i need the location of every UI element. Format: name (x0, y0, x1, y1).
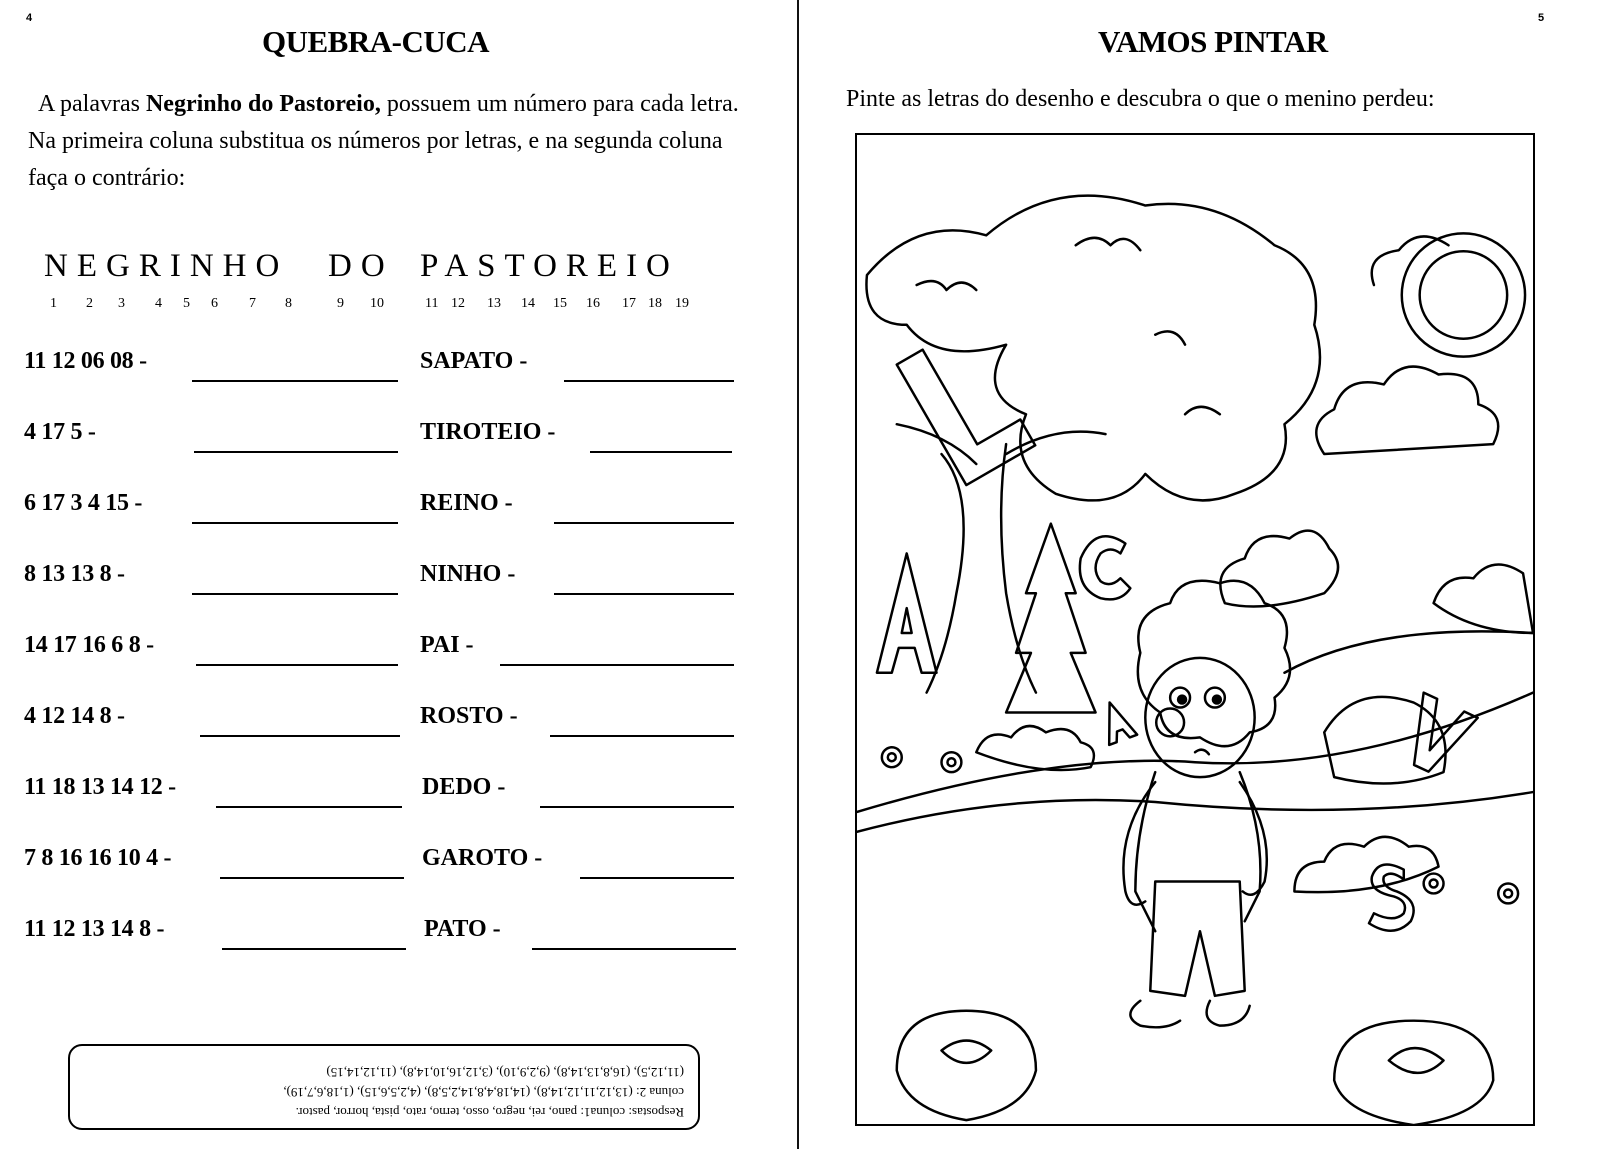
answer-blank-letters[interactable] (192, 380, 398, 382)
answer-blank-numbers[interactable] (554, 593, 734, 595)
exercise-row (24, 632, 764, 672)
letter-number: 16 (586, 296, 600, 311)
coloring-instruction: Pinte as letras do desenho e descubra o que o menino perdeu: (846, 86, 1435, 112)
left-page (0, 0, 790, 1149)
letter-number: 19 (675, 296, 689, 311)
number-code: 4 17 5 - (24, 419, 96, 445)
flower (1334, 1021, 1493, 1124)
exercise-row (24, 348, 764, 388)
cloud-icon (1316, 367, 1498, 454)
letter-number: 5 (183, 296, 190, 311)
boy-mouth (1195, 750, 1209, 755)
exercise-row (24, 419, 764, 459)
answer-blank-numbers[interactable] (550, 735, 734, 737)
word-to-encode: NINHO - (420, 561, 516, 587)
letter-number: 14 (521, 296, 535, 311)
letter-number: 18 (648, 296, 662, 311)
pine-tree (1006, 524, 1095, 713)
answers-line-1: Respostas: coluna1: pano, rei, negro, osso, terno, rato, pista, horror, pastor. (295, 1105, 684, 1120)
hidden-letter-l (897, 325, 1035, 485)
word-to-encode: TIROTEIO - (420, 419, 556, 445)
hidden-letter-a (877, 553, 937, 672)
number-code: 11 12 13 14 8 - (24, 916, 165, 942)
answer-blank-letters[interactable] (194, 451, 398, 453)
phrase-word-1: NEGRINHO (44, 248, 289, 284)
answer-blank-letters[interactable] (200, 735, 400, 737)
phrase-word-3: PASTOREIO (420, 248, 679, 284)
boy-figure (1123, 581, 1290, 1028)
page-divider (797, 0, 799, 1149)
answer-blank-letters[interactable] (220, 877, 404, 879)
flower (897, 1011, 1036, 1120)
hill-line (1284, 631, 1533, 672)
hidden-letter-v (1394, 693, 1477, 781)
hidden-letter-a-small (1096, 697, 1138, 745)
exercise-row (24, 703, 764, 743)
exercise-row (24, 916, 764, 956)
answer-blank-numbers[interactable] (532, 948, 736, 950)
bush (1294, 837, 1438, 892)
word-to-encode: PAI - (420, 632, 474, 658)
letter-number: 8 (285, 296, 292, 311)
exercise-row (24, 561, 764, 601)
letter-number: 9 (337, 296, 344, 311)
bush (1434, 564, 1533, 632)
word-to-encode: GAROTO - (422, 845, 543, 871)
letter-number: 6 (211, 296, 218, 311)
page-number-left: 4 (26, 12, 33, 24)
hidden-letter-c (1080, 536, 1131, 599)
answer-blank-letters[interactable] (196, 664, 398, 666)
coloring-illustration (855, 133, 1535, 1126)
number-code: 8 13 13 8 - (24, 561, 125, 587)
spiral-decoration (882, 747, 1518, 903)
answer-blank-letters[interactable] (222, 948, 406, 950)
answer-blank-letters[interactable] (192, 593, 398, 595)
cloud-icon (1220, 531, 1338, 607)
answers-line-3: (11,12,5), (16,8,13,14,8), (9,2,9,10), (3,12,16,10,14,8), (11,12,14,15) (326, 1065, 684, 1080)
bush (976, 726, 1094, 770)
letter-number: 2 (86, 296, 93, 311)
boy-feet (1130, 1001, 1249, 1028)
letter-number: 11 (425, 296, 439, 311)
intro-text-end: possuem um número para cada letra. Na primeira coluna substitua os números por letras, e na segunda coluna faça o contrário: (28, 91, 739, 191)
letter-number: 4 (155, 296, 162, 311)
boy-arm-right (1240, 782, 1267, 895)
number-code: 4 12 14 8 - (24, 703, 125, 729)
number-code: 14 17 16 6 8 - (24, 632, 154, 658)
phrase-word-2: DO (328, 248, 394, 284)
letter-number: 15 (553, 296, 567, 311)
answer-blank-numbers[interactable] (540, 806, 734, 808)
word-to-encode: PATO - (424, 916, 501, 942)
answers-line-2: coluna 2: (13,12,11,12,14,8), (14,18,4,8,14,2,5,8), (4,2,5,6,15), (1,18,6,7,19), (283, 1085, 684, 1100)
word-to-encode: REINO - (420, 490, 513, 516)
word-to-encode: DEDO - (422, 774, 506, 800)
letter-number: 12 (451, 296, 465, 311)
number-code: 6 17 3 4 15 - (24, 490, 143, 516)
word-to-encode: SAPATO - (420, 348, 528, 374)
page-title-left: QUEBRA-CUCA (262, 24, 489, 59)
intro-paragraph (28, 86, 748, 197)
exercise-row (24, 774, 764, 814)
letter-number: 10 (370, 296, 384, 311)
number-code: 11 12 06 08 - (24, 348, 147, 374)
upside-down-answer-box (68, 1044, 700, 1130)
hidden-letter-s (1369, 864, 1414, 930)
exercise-row (24, 845, 764, 885)
sun-icon (1402, 233, 1525, 356)
boy-pants (1150, 882, 1244, 996)
letter-number: 17 (622, 296, 636, 311)
word-to-encode: ROSTO - (420, 703, 518, 729)
letter-number: 13 (487, 296, 501, 311)
answer-blank-letters[interactable] (216, 806, 402, 808)
path-edge (857, 792, 1533, 832)
answer-blank-numbers[interactable] (580, 877, 734, 879)
page-number-right: 5 (1538, 12, 1545, 24)
answer-blank-numbers[interactable] (590, 451, 732, 453)
letter-number: 7 (249, 296, 256, 311)
right-page (800, 0, 1600, 1149)
letter-number: 3 (118, 296, 125, 311)
answer-blank-numbers[interactable] (564, 380, 734, 382)
intro-text-start: A palavras (38, 91, 146, 117)
intro-text-bold: Negrinho do Pastoreio, (145, 91, 381, 117)
page-title-right: VAMOS PINTAR (1098, 24, 1328, 59)
tree-canopy-detail (917, 238, 1220, 414)
letter-number: 1 (50, 296, 57, 311)
number-code: 7 8 16 16 10 4 - (24, 845, 172, 871)
answer-blank-numbers[interactable] (500, 664, 734, 666)
exercise-row (24, 490, 764, 530)
answer-blank-numbers[interactable] (554, 522, 734, 524)
number-code: 11 18 13 14 12 - (24, 774, 176, 800)
tree-canopy (866, 196, 1320, 501)
answer-blank-letters[interactable] (192, 522, 398, 524)
